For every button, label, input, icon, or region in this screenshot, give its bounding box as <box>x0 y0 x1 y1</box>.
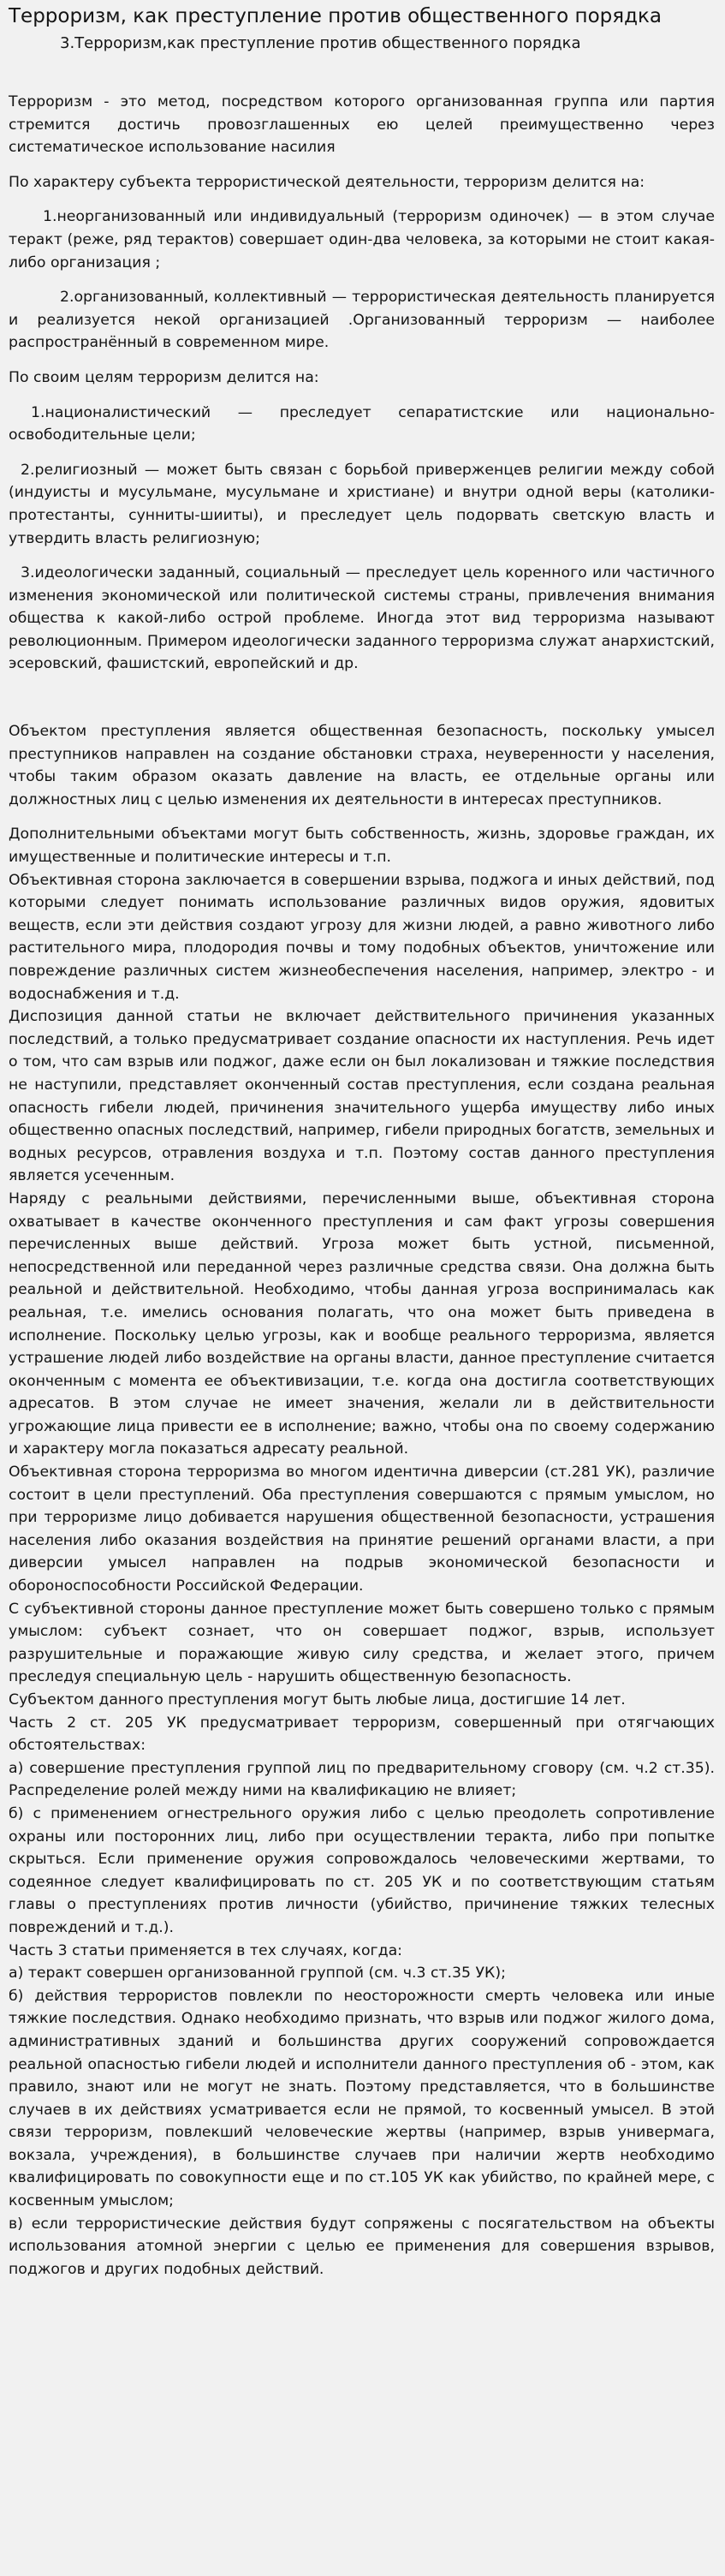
article-body <box>9 91 715 2281</box>
list-item-organized: 2.организованный, коллективный — террористическая деятельность планируется и реализуется некой организацией .Организованный терроризм — наиболее распространённый в современном мире. <box>9 289 715 352</box>
paragraph-threat: Наряду с реальными действиями, перечисленными выше, объективная сторона охватывает в качестве оконченного преступления и сам факт угрозы совершения перечисленных выше действий. Угроза может быть устной, письменной, непосредственной или переданной через различные средства связи. Она должна быть реальной и действительной. Необходимо, чтобы данная угроза воспринималась как реальная, т.е. имелись основания полагать, что она может быть приведена в исполнение. Поскольку целью угрозы, как и вообще реального терроризма, является устрашение людей либо воздействие на органы власти, данное преступление считается оконченным с момента ее объективизации, т.е. когда она достигла соответствующих адресатов. В этом случае не имеет значения, желали ли в действительности угрожающие лица привести ее в исполнение; важно, чтобы она по своему содержанию и характеру могла показаться адресату реальной. <box>9 1190 715 1458</box>
list-item-part-2-a: а) совершение преступления группой лиц по предварительному сговору (см. ч.2 ст.35). Распределение ролей между ними на квалификацию не влияет; <box>9 1759 715 1800</box>
paragraph-objective-side: Объективная сторона заключается в совершении взрыва, поджога и иных действий, под которыми следует понимать использование различных видов оружия, ядовитых веществ, если эти действия создают угрозу для жизни людей, а равно животного либо растительного мира, плодородия почвы и тому подобных объектов, уничтожение или повреждение различных систем жизнеобеспечения населения, например, электро - и водоснабжения и т.д. <box>9 871 715 1003</box>
article <box>0 3 725 2281</box>
paragraph-diversion: Объективная сторона терроризма во многом идентична диверсии (ст.281 УК), различие состоит в цели преступлений. Оба преступления совершаются с прямым умыслом, но при терроризме лицо добивается нарушения общественной безопасности, устрашения населения либо оказания воздействия на принятие решений органами власти, а при диверсии умысел направлен на подрыв экономической безопасности и обороноспособности Российской Федерации. <box>9 1464 715 1595</box>
paragraph-part-2: Часть 2 ст. 205 УК предусматривает терроризм, совершенный при отягчающих обстоятельствах: <box>9 1714 715 1755</box>
paragraph-subjective-side: С субъективной стороны данное преступление может быть совершено только с прямым умыслом: субъект сознает, что он совершает поджог, взрыв, использует разрушительные и поражающие живую силу средства, и желает этого, причем преследуя специальную цель - нарушить общественную безопасность. <box>9 1600 715 1686</box>
paragraph-part-3: Часть 3 статьи применяется в тех случаях, когда: <box>9 1941 402 1959</box>
page-title: Терроризм, как преступление против общественного порядка <box>9 5 662 27</box>
list-item-part-2-b: б) с применением огнестрельного оружия либо с целью преодолеть сопротивление охраны или посторонних лиц, либо при осуществлении теракта, либо при попытке скрыться. Если применение оружия сопровождалось человеческими жертвами, то содеянное следует квалифицировать по ст. 205 УК и по соответствующим статьям главы о преступлениях против личности (убийство, причинение тяжких телесных повреждений и т.д.). <box>9 1804 715 1936</box>
list-item-unorganized: 1.неорганизованный или индивидуальный (терроризм одиночек) — в этом случае теракт (реже, ряд терактов) совершает один-два человека, за которыми не стоит какая-либо организация ; <box>9 208 715 271</box>
list-item-religious: 2.религиозный — может быть связан с борьбой приверженцев религии между собой (индуисты и мусульмане, мусульмане и христиане) и внутри одной веры (католики-протестанты, сунниты-шииты), и преследует цель подорвать светскую власть и утвердить власть религиозную; <box>9 461 715 547</box>
paragraph-additional-objects: Дополнительными объектами могут быть собственность, жизнь, здоровье граждан, их имущественные и политические интересы и т.п. <box>9 826 715 867</box>
paragraph-disposition: Диспозиция данной статьи не включает действительного причинения указанных последствий, а только предусматривает создание опасности их наступления. Речь идет о том, что сам взрыв или поджог, даже если он был локализован и тяжкие последствия не наступили, представляет оконченный состав преступления, если создана реальная опасность гибели людей, причинения значительного ущерба имуществу либо иных общественно опасных последствий, например, гибели природных богатств, земельных и водных ресурсов, отравления воздуха и т.п. Поэтому состав данного преступления является усеченным. <box>9 1008 715 1185</box>
paragraph-subject-intro: По характеру субъекта террористической деятельности, терроризм делится на: <box>9 173 645 191</box>
list-item-part-3-b: б) действия террористов повлекли по неосторожности смерть человека или иные тяжкие последствия. Однако необходимо признать, что взрыв или поджог жилого дома, административных зданий и большинства других сооружений сопровождается реальной опасностью гибели людей и исполнители данного преступления об - этом, как правило, знают или не могут не знать. Поэтому представляется, что в большинстве случаев в их действиях усматривается если не прямой, то косвенный умысел. В этой связи терроризм, повлекший человеческие жертвы (например, взрыв универмага, вокзала, учреждения), в большинстве случаев при наличии жертв необходимо квалифицировать по совокупности еще и по ст.105 УК как убийство, по крайней мере, с косвенным умыслом; <box>9 1987 715 2210</box>
list-item-part-3-c: в) если террористические действия будут сопряжены с посягательством на объекты использования атомной энергии с целью ее применения для совершения взрывов, поджогов и других подобных действий. <box>9 2215 715 2278</box>
paragraph-subject-age: Субъектом данного преступления могут быть любые лица, достигшие 14 лет. <box>9 1691 626 1708</box>
paragraph-goals-intro: По своим целям терроризм делится на: <box>9 368 319 386</box>
list-item-nationalist: 1.националистический — преследует сепаратистские или национально-освободительные цели; <box>9 403 715 444</box>
list-item-part-3-a: а) теракт совершен организованной группой (см. ч.3 ст.35 УК); <box>9 1965 506 1983</box>
paragraph-definition: Терроризм - это метод, посредством которого организованная группа или партия стремится достичь провозглашенных ею целей преимущественно через систематическое использование насилия <box>9 93 715 157</box>
section-subtitle: 3.Терроризм,как преступление против общественного порядка <box>60 34 581 52</box>
paragraph-object: Объектом преступления является общественная безопасность, поскольку умысел преступников направлен на создание обстановки страха, неуверенности у населения, чтобы таким образом оказать давление на власть, ее отдельные органы или должностных лиц с целью изменения их деятельности в интересах преступников. <box>9 723 715 808</box>
list-item-ideological: 3.идеологически заданный, социальный — преследует цель коренного или частичного изменения экономической или политической системы страны, привлечения внимания общества к какой-либо острой проблеме. Иногда этот вид терроризма называют революционным. Примером идеологически заданного терроризма служат анархистский, эсеровский, фашистский, европейский и др. <box>9 564 715 673</box>
